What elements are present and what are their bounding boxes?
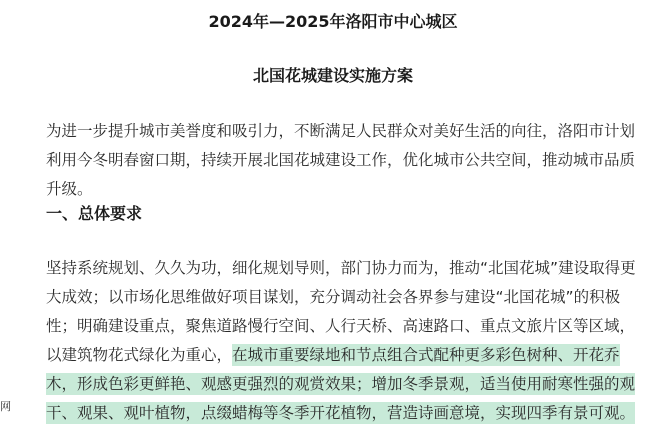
highlighted-text: 在城市重要绿地和节点组合式配种更多彩色树种、开花乔木，形成色彩更鲜艳、观感更强烈的观赏效果；增加冬季景观，适当使用耐寒性强的观干、观果、观叶植物，点缀蜡梅等冬季开花植物，营造诗画意境，实现四季有景可观。 — [46, 346, 636, 422]
edge-text-fragment: 网 — [0, 400, 11, 413]
section-body-paragraph — [46, 254, 646, 428]
document-title: 2024年—2025年洛阳市中心城区 — [208, 12, 458, 31]
section-heading-general-requirements: 一、总体要求 — [46, 204, 143, 223]
document-subtitle: 北国花城建设实施方案 — [252, 66, 413, 85]
intro-paragraph: 为进一步提升城市美誉度和吸引力，不断满足人民群众对美好生活的向往，洛阳市计划利用今冬明春窗口期，持续开展北国花城建设工作，优化城市公共空间，推动城市品质升级。 — [46, 122, 636, 198]
body-text-plain: 坚持系统规划、久久为功，细化规划导则，部门协力而为，推动“北国花城”建设取得更大成效；以市场化思维做好项目谋划，充分调动社会各界参与建设“北国花城”的积极性；明确建设重点，聚焦道路慢行空间、人行天桥、高速路口、重点文旅片区等区域，以建筑物花式绿化为重心， — [46, 259, 636, 364]
